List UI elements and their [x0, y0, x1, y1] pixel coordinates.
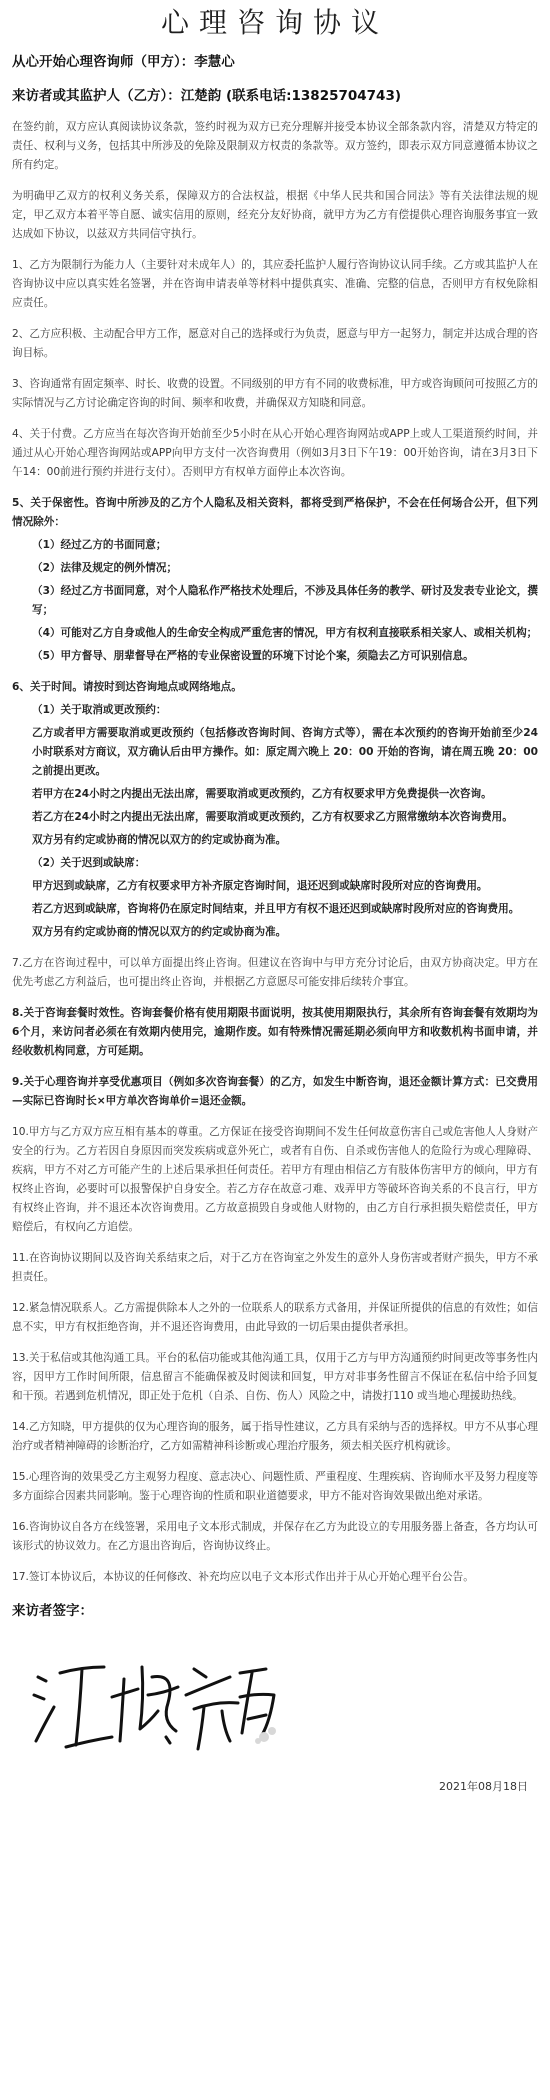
- clause-8: 8.关于咨询套餐时效性。咨询套餐价格有使用期限书面说明，按其使用期限执行，其余所有咨询套餐有效期均为6个月，来访问者必须在有效期内使用完，逾期作废。如有特殊情况需延期必须向甲方和收数机构书面申请，并经收数机构同意，方可延期。: [12, 1007, 538, 1057]
- clause-13: 13.关于私信或其他沟通工具。平台的私信功能或其他沟通工具，仅用于乙方与甲方沟通预约时间更改等事务性内容，因甲方工作时间所限，信息留言不能确保被及时阅读和回复，甲方对非事务性留言不保证在私信中给予回复和干预。若遇到危机情况，即正处于危机（自杀、自伤、伤人）风险之中，请拨打110 或当地心理援助热线。: [12, 1352, 538, 1402]
- clause-12: 12.紧急情况联系人。乙方需提供除本人之外的一位联系人的联系方式备用，并保证所提供的信息的有效性；如信息不实，甲方有权拒绝咨询，并不退还咨询费用，由此导致的一切后果由提供者承担。: [12, 1302, 538, 1333]
- party-a-line: 从心开始心理咨询师（甲方）：李慧心: [12, 54, 235, 70]
- clause-5-item-1: （1）经过乙方的书面同意；: [32, 539, 167, 551]
- clause-10: 10.甲方与乙方双方应互相有基本的尊重。乙方保证在接受咨询期间不发生任何故意伤害自己或危害他人人身财产安全的行为。乙方若因自身原因而突发疾病或意外死亡，或者有自伤、自杀或伤害他人的危险行为或心理障碍、疾病，甲方不对乙方可能产生的上述后果承担任何责任。若甲方有理由相信乙方有肢体伤害甲方的倾向，甲方有权终止咨询，必要时可以报警保护自身安全。若乙方存在故意刁难、戏弄甲方等破坏咨询关系的不良言行，甲方有权终止咨询，并不退还本次咨询费用。乙方故意损毁自身或他人财物的，由乙方自行承担损失赔偿责任，甲方赔偿后，有权向乙方追偿。: [12, 1126, 538, 1233]
- clause-11: 11.在咨询协议期间以及咨询关系结束之后，对于乙方在咨询室之外发生的意外人身伤害或者财产损失，甲方不承担责任。: [12, 1252, 538, 1283]
- page-title: 心理咨询协议: [160, 6, 389, 39]
- clause-2: 2、乙方应积极、主动配合甲方工作，愿意对自己的选择或行为负责，愿意与甲方一起努力，制定并达成合理的咨询目标。: [12, 328, 538, 359]
- clause-5-item-2: （2）法律及规定的例外情况；: [32, 562, 178, 574]
- clause-15: 15.心理咨询的效果受乙方主观努力程度、意志决心、问题性质、严重程度、生理疾病、咨询师水平及努力程度等多方面综合因素共同影响。鉴于心理咨询的性质和职业道德要求，甲方不能对咨询效果做出绝对承诺。: [12, 1471, 538, 1502]
- clause-6-1-b: 若甲方在24小时之内提出无法出席，需要取消或更改预约，乙方有权要求甲方免费提供一次咨询。: [32, 788, 492, 800]
- clause-5-item-5: （5）甲方督导、朋辈督导在严格的专业保密设置的环境下讨论个案，须隐去乙方可识别信息。: [32, 650, 474, 662]
- party-b-line: 来访者或其监护人（乙方）：江楚韵 (联系电话:13825704743): [12, 88, 402, 104]
- clause-7: 7.乙方在咨询过程中，可以单方面提出终止咨询。但建议在咨询中与甲方充分讨论后，由双方协商决定。甲方在优先考虑乙方利益后，也可提出终止咨询，并根据乙方意愿尽可能安排后续转介事宜。: [12, 957, 538, 988]
- clause-16: 16.咨询协议自各方在线签署，采用电子文本形式制成，并保存在乙方为此设立的专用服务器上备查，各方均认可该形式的协议效力。在乙方退出咨询后，咨询协议终止。: [12, 1521, 538, 1552]
- intro-paragraph-2: 为明确甲乙双方的权利义务关系，保障双方的合法权益，根据《中华人民共和国合同法》等有关法律法规的规定，甲乙双方本着平等自愿、诚实信用的原则，经充分友好协商，就甲方为乙方有偿提供心理咨询服务事宜一致达成如下协议，以兹双方共同信守执行。: [12, 190, 538, 240]
- clause-6-1-c: 若乙方在24小时之内提出无法出席，需要取消或更改预约，乙方有权要求乙方照常缴纳本次咨询费用。: [32, 811, 513, 823]
- clause-1: 1、乙方为限制行为能力人（主要针对未成年人）的，其应委托监护人履行咨询协议认同手续。乙方或其监护人在咨询协议中应以真实姓名签署，并在咨询申请表单等材料中提供真实、准确、完整的信息，否则甲方有权免除相应责任。: [12, 259, 538, 309]
- handwritten-signature: [26, 1637, 286, 1757]
- clause-6-1-d: 双方另有约定或协商的情况以双方的约定或协商为准。: [32, 834, 287, 846]
- clause-6-1-heading: （1）关于取消或更改预约：: [32, 704, 167, 716]
- clause-6-1-a: 乙方或者甲方需要取消或更改预约（包括修改咨询时间、咨询方式等），需在本次预约的咨询开始前至少24小时联系对方商议，双方确认后由甲方操作。如：原定周六晚上 20：00 开始的咨询，请在周五晚 20：00 之前提出更改。: [32, 727, 538, 777]
- sign-date: 2021年08月18日: [439, 1780, 528, 1793]
- clause-14: 14.乙方知晓，甲方提供的仅为心理咨询的服务，属于指导性建议，乙方具有采纳与否的选择权。甲方不从事心理治疗或者精神障碍的诊断治疗，乙方如需精神科诊断或心理治疗服务，须去相关医疗机构就诊。: [12, 1421, 538, 1452]
- clause-6-2-c: 双方另有约定或协商的情况以双方的约定或协商为准。: [32, 926, 287, 938]
- signer-label: 来访者签字：: [12, 1603, 93, 1619]
- clause-4: 4、关于付费。乙方应当在每次咨询开始前至少5小时在从心开始心理咨询网站或APP上或人工渠道预约时间，并通过从心开始心理咨询网站或APP向甲方支付一次咨询费用（例如3月3日下午19：00开始咨询，请在3月3日下午14：00前进行预约并进行支付）。否则甲方有权单方面停止本次咨询。: [12, 428, 538, 478]
- clause-6-2-a: 甲方迟到或缺席，乙方有权要求甲方补齐原定咨询时间，退还迟到或缺席时段所对应的咨询费用。: [32, 880, 488, 892]
- clause-3: 3、咨询通常有固定频率、时长、收费的设置。不同级别的甲方有不同的收费标准，甲方或咨询顾问可按照乙方的实际情况与乙方讨论确定咨询的时间、频率和收费，并确保双方知晓和同意。: [12, 378, 538, 409]
- clause-9: 9.关于心理咨询并享受优惠项目（例如多次咨询套餐）的乙方，如发生中断咨询，退还金额计算方式：已交费用—实际已咨询时长×甲方单次咨询单价=退还金额。: [12, 1076, 538, 1107]
- clause-6-2-heading: （2）关于迟到或缺席：: [32, 857, 146, 869]
- clause-6-heading: 6、关于时间。请按时到达咨询地点或网络地点。: [12, 681, 242, 693]
- clause-5-item-4: （4）可能对乙方自身或他人的生命安全构成严重危害的情况，甲方有权利直接联系相关家人、或相关机构；: [32, 627, 538, 639]
- clause-6-2-b: 若乙方迟到或缺席，咨询将仍在原定时间结束，并且甲方有权不退还迟到或缺席时段所对应的咨询费用。: [32, 903, 520, 915]
- clause-5-item-3: （3）经过乙方书面同意，对个人隐私作严格技术处理后，不涉及具体任务的教学、研讨及发表专业论文，撰写；: [32, 585, 538, 616]
- intro-paragraph-1: 在签约前，双方应认真阅读协议条款，签约时视为双方已充分理解并接受本协议全部条款内容，清楚双方特定的责任、权利与义务，包括其中所涉及的免除及限制双方权责的条款等。双方签约，即表示双方同意遵循本协议之所有约定。: [12, 121, 538, 171]
- clause-5-heading: 5、关于保密性。咨询中所涉及的乙方个人隐私及相关资料，都将受到严格保护，不会在任何场合公开，但下列情况除外：: [12, 497, 538, 528]
- signature-area: [12, 1627, 538, 1759]
- clause-17: 17.签订本协议后，本协议的任何修改、补充均应以电子文本形式作出并于从心开始心理平台公告。: [12, 1571, 474, 1583]
